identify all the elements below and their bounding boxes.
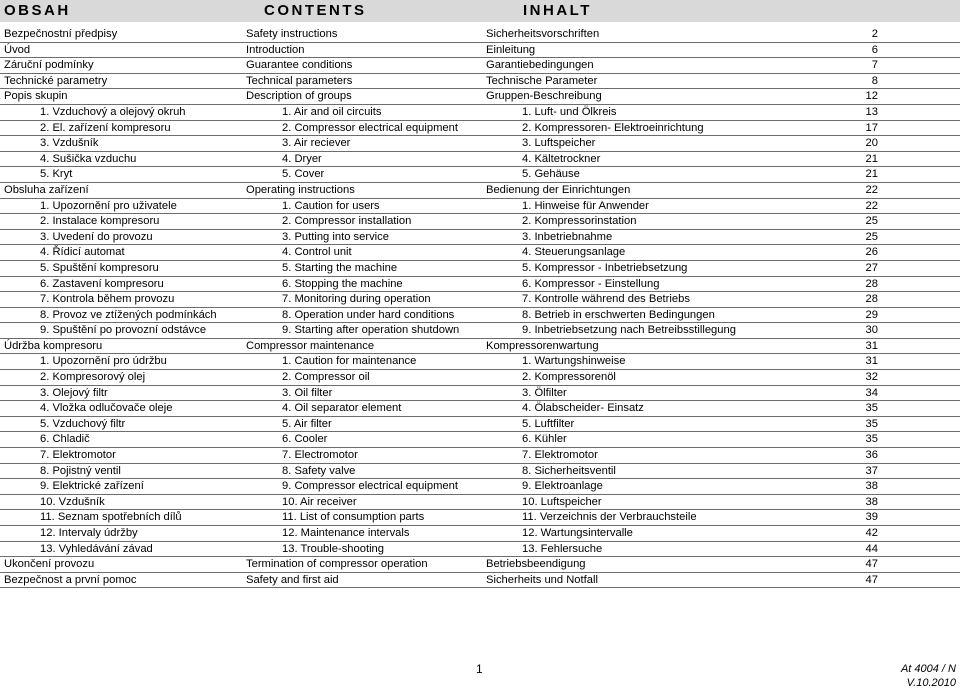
entry-german: 4. Kältetrockner xyxy=(522,152,601,165)
entry-czech: 4. Vložka odlučovače oleje xyxy=(40,402,173,415)
toc-subentry-row[interactable] xyxy=(0,199,960,215)
entry-english: Guarantee conditions xyxy=(246,59,353,72)
entry-page-number: 29 xyxy=(865,308,878,321)
doc-code: At 4004 / N xyxy=(900,663,956,675)
entry-czech: 3. Uvedení do provozu xyxy=(40,230,153,243)
entry-page-number: 27 xyxy=(865,261,878,274)
entry-english: Operating instructions xyxy=(246,183,355,196)
toc-subentry-row[interactable] xyxy=(0,292,960,308)
entry-german: Technische Parameter xyxy=(486,74,598,87)
entry-page-number: 13 xyxy=(865,105,878,118)
entry-czech: 1. Upozornění pro údržbu xyxy=(40,355,167,368)
toc-subentry-row[interactable] xyxy=(0,432,960,448)
entry-english: Safety and first aid xyxy=(246,573,339,586)
entry-german: Sicherheits und Notfall xyxy=(486,573,598,586)
entry-english: 1. Air and oil circuits xyxy=(282,105,382,118)
entry-german: Garantiebedingungen xyxy=(486,59,594,72)
entry-english: 11. List of consumption parts xyxy=(282,511,425,524)
header-german: INHALT xyxy=(523,2,592,19)
entry-english: 4. Oil separator element xyxy=(282,402,402,415)
entry-czech: 5. Spuštění kompresoru xyxy=(40,261,159,274)
entry-english: Safety instructions xyxy=(246,28,338,40)
entry-german: 6. Kompressor - Einstellung xyxy=(522,277,660,290)
contents-header-bar xyxy=(0,0,960,22)
entry-english: 5. Air filter xyxy=(282,417,332,430)
entry-page-number: 39 xyxy=(865,511,878,524)
entry-page-number: 31 xyxy=(865,355,878,368)
toc-subentry-row[interactable] xyxy=(0,323,960,339)
toc-subentry-row[interactable] xyxy=(0,230,960,246)
entry-german: 3. Luftspeicher xyxy=(522,137,596,150)
header-czech: OBSAH xyxy=(4,2,71,19)
entry-page-number: 36 xyxy=(865,449,878,462)
toc-section-row[interactable] xyxy=(0,58,960,74)
entry-czech: 7. Kontrola během provozu xyxy=(40,293,175,306)
entry-german: Einleitung xyxy=(486,43,536,56)
toc-subentry-row[interactable] xyxy=(0,277,960,293)
entry-czech: 9. Spuštění po provozní odstávce xyxy=(40,324,207,337)
toc-subentry-row[interactable] xyxy=(0,386,960,402)
entry-page-number: 21 xyxy=(865,168,878,181)
entry-czech: 8. Pojistný ventil xyxy=(40,464,121,477)
entry-english: 2. Compressor oil xyxy=(282,371,370,384)
entry-czech: 12. Intervaly údržby xyxy=(40,527,138,539)
toc-subentry-row[interactable] xyxy=(0,121,960,137)
entry-german: Bedienung der Einrichtungen xyxy=(486,183,631,196)
toc-subentry-row[interactable] xyxy=(0,448,960,464)
entry-german: 2. Kompressorenöl xyxy=(522,371,616,384)
entry-german: 10. Luftspeicher xyxy=(522,495,602,508)
entry-page-number: 26 xyxy=(865,246,878,259)
entry-czech: 11. Seznam spotřebních dílů xyxy=(40,511,182,524)
header-english: CONTENTS xyxy=(264,2,367,19)
toc-subentry-row[interactable] xyxy=(0,214,960,230)
entry-czech: 13. Vyhledávání závad xyxy=(40,542,153,555)
entry-page-number: 47 xyxy=(865,573,878,586)
toc-subentry-row[interactable] xyxy=(0,261,960,277)
entry-english: 1. Caution for maintenance xyxy=(282,355,417,368)
entry-english: 5. Cover xyxy=(282,168,325,181)
toc-section-row[interactable] xyxy=(0,573,960,589)
entry-german: 2. Kompressoren- Elektroeinrichtung xyxy=(522,121,704,134)
entry-english: 12. Maintenance intervals xyxy=(282,527,410,539)
entry-english: 8. Safety valve xyxy=(282,464,356,477)
entry-page-number: 22 xyxy=(865,199,878,212)
toc-subentry-row[interactable] xyxy=(0,308,960,324)
entry-german: 9. Elektroanlage xyxy=(522,480,603,493)
entry-german: 1. Hinweise für Anwender xyxy=(522,199,649,212)
entry-page-number: 31 xyxy=(865,339,878,352)
entry-czech: 2. Kompresorový olej xyxy=(40,371,146,384)
toc-subentry-row[interactable] xyxy=(0,526,960,542)
toc-subentry-row[interactable] xyxy=(0,401,960,417)
entry-german: 3. Inbetriebnahme xyxy=(522,230,613,243)
entry-english: Technical parameters xyxy=(246,74,353,87)
entry-german: 9. Inbetriebsetzung nach Betreibsstillegung xyxy=(522,324,736,337)
entry-page-number: 34 xyxy=(865,386,878,399)
entry-czech: 2. Instalace kompresoru xyxy=(40,215,160,228)
entry-czech: Popis skupin xyxy=(4,90,68,103)
toc-subentry-row[interactable] xyxy=(0,417,960,433)
toc-subentry-row[interactable] xyxy=(0,370,960,386)
entry-german: 2. Kompressorinstation xyxy=(522,215,637,228)
entry-german: Betriebsbeendigung xyxy=(486,558,586,571)
entry-english: 2. Compressor installation xyxy=(282,215,412,228)
entry-czech: 10. Vzdušník xyxy=(40,495,105,508)
entry-page-number: 22 xyxy=(865,183,878,196)
entry-czech: 4. Řídicí automat xyxy=(40,246,125,259)
entry-english: 6. Cooler xyxy=(282,433,328,446)
toc-subentry-row[interactable] xyxy=(0,136,960,152)
entry-page-number: 21 xyxy=(865,152,878,165)
toc-section-row[interactable] xyxy=(0,557,960,573)
entry-english: 4. Dryer xyxy=(282,152,322,165)
entry-czech: 7. Elektromotor xyxy=(40,449,116,462)
entry-czech: 1. Vzduchový a olejový okruh xyxy=(40,105,186,118)
entry-czech: 3. Vzdušník xyxy=(40,137,99,150)
entry-english: 5. Starting the machine xyxy=(282,261,398,274)
entry-page-number: 7 xyxy=(871,59,878,72)
entry-english: Compressor maintenance xyxy=(246,339,375,352)
toc-subentry-row[interactable] xyxy=(0,105,960,121)
entry-english: Description of groups xyxy=(246,90,352,103)
entry-english: 8. Operation under hard conditions xyxy=(282,308,455,321)
toc-section-row[interactable] xyxy=(0,43,960,59)
toc-subentry-row[interactable] xyxy=(0,479,960,495)
entry-english: 4. Control unit xyxy=(282,246,352,259)
entry-german: 3. Ölfilter xyxy=(522,386,567,399)
entry-czech: Ukončení provozu xyxy=(4,558,95,571)
entry-czech: Bezpečnostní předpisy xyxy=(4,28,118,40)
entry-english: 10. Air receiver xyxy=(282,495,357,508)
entry-page-number: 35 xyxy=(865,402,878,415)
entry-page-number: 6 xyxy=(871,43,878,56)
entry-german: Kompressorenwartung xyxy=(486,339,599,352)
entry-english: Introduction xyxy=(246,43,305,56)
toc-subentry-row[interactable] xyxy=(0,167,960,183)
entry-german: 5. Gehäuse xyxy=(522,168,580,181)
doc-version: V.10.2010 xyxy=(906,677,956,689)
entry-german: Gruppen-Beschreibung xyxy=(486,90,602,103)
entry-page-number: 28 xyxy=(865,277,878,290)
document-code xyxy=(901,662,956,690)
entry-page-number: 32 xyxy=(865,371,878,384)
entry-german: 5. Kompressor - Inbetriebsetzung xyxy=(522,261,688,274)
entry-german: 11. Verzeichnis der Verbrauchsteile xyxy=(522,511,697,524)
entry-czech: 2. El. zařízení kompresoru xyxy=(40,121,171,134)
entry-page-number: 38 xyxy=(865,495,878,508)
entry-german: 1. Luft- und Ölkreis xyxy=(522,105,617,118)
toc-subentry-row[interactable] xyxy=(0,354,960,370)
entry-czech: Technické parametry xyxy=(4,74,108,87)
toc-section-row[interactable] xyxy=(0,339,960,355)
entry-czech: 3. Olejový filtr xyxy=(40,386,108,399)
contents-table xyxy=(0,27,960,588)
entry-english: 2. Compressor electrical equipment xyxy=(282,121,458,134)
page-number: 1 xyxy=(476,662,483,676)
toc-subentry-row[interactable] xyxy=(0,510,960,526)
entry-german: 5. Luftfilter xyxy=(522,417,575,430)
entry-english: 3. Putting into service xyxy=(282,230,389,243)
entry-czech: 4. Sušička vzduchu xyxy=(40,152,137,165)
entry-german: 8. Betrieb in erschwerten Bedingungen xyxy=(522,308,715,321)
entry-english: 9. Starting after operation shutdown xyxy=(282,324,460,337)
entry-page-number: 35 xyxy=(865,433,878,446)
toc-section-row[interactable] xyxy=(0,183,960,199)
entry-german: 7. Elektromotor xyxy=(522,449,598,462)
entry-czech: 1. Upozornění pro uživatele xyxy=(40,199,177,212)
toc-subentry-row[interactable] xyxy=(0,464,960,480)
entry-german: 1. Wartungshinweise xyxy=(522,355,626,368)
toc-section-row[interactable] xyxy=(0,89,960,105)
entry-english: 3. Oil filter xyxy=(282,386,333,399)
toc-subentry-row[interactable] xyxy=(0,152,960,168)
entry-english: 9. Compressor electrical equipment xyxy=(282,480,458,493)
entry-page-number: 37 xyxy=(865,464,878,477)
entry-page-number: 25 xyxy=(865,215,878,228)
entry-english: 3. Air reciever xyxy=(282,137,351,150)
toc-section-row[interactable] xyxy=(0,74,960,90)
entry-page-number: 47 xyxy=(865,558,878,571)
entry-czech: 8. Provoz ve ztížených podmínkách xyxy=(40,308,217,321)
entry-english: 7. Monitoring during operation xyxy=(282,293,431,306)
entry-czech: 6. Chladič xyxy=(40,433,90,446)
entry-page-number: 25 xyxy=(865,230,878,243)
toc-subentry-row[interactable] xyxy=(0,542,960,558)
toc-subentry-row[interactable] xyxy=(0,495,960,511)
entry-czech: 9. Elektrické zařízení xyxy=(40,480,144,493)
entry-english: Termination of compressor operation xyxy=(246,558,428,571)
entry-page-number: 28 xyxy=(865,293,878,306)
entry-czech: 5. Kryt xyxy=(40,168,73,181)
entry-czech: Údržba kompresoru xyxy=(4,339,103,352)
entry-german: 12. Wartungsintervalle xyxy=(522,527,633,539)
entry-page-number: 38 xyxy=(865,480,878,493)
entry-page-number: 42 xyxy=(865,527,878,539)
entry-czech: Bezpečnost a první pomoc xyxy=(4,573,137,586)
entry-page-number: 35 xyxy=(865,417,878,430)
entry-page-number: 2 xyxy=(871,28,878,40)
entry-german: 4. Steuerungsanlage xyxy=(522,246,626,259)
toc-section-row[interactable] xyxy=(0,27,960,43)
toc-subentry-row[interactable] xyxy=(0,245,960,261)
entry-czech: Úvod xyxy=(4,43,31,56)
entry-german: 4. Ölabscheider- Einsatz xyxy=(522,402,644,415)
entry-german: Sicherheitsvorschriften xyxy=(486,28,600,40)
entry-german: 7. Kontrolle während des Betriebs xyxy=(522,293,690,306)
entry-czech: 5. Vzduchový filtr xyxy=(40,417,126,430)
entry-german: 8. Sicherheitsventil xyxy=(522,464,616,477)
entry-page-number: 44 xyxy=(865,542,878,555)
entry-page-number: 17 xyxy=(865,121,878,134)
entry-czech: 6. Zastavení kompresoru xyxy=(40,277,164,290)
entry-czech: Obsluha zařízení xyxy=(4,183,89,196)
entry-page-number: 8 xyxy=(871,74,878,87)
entry-german: 13. Fehlersuche xyxy=(522,542,603,555)
entry-english: 6. Stopping the machine xyxy=(282,277,403,290)
entry-page-number: 30 xyxy=(865,324,878,337)
entry-czech: Záruční podmínky xyxy=(4,59,94,72)
entry-german: 6. Kühler xyxy=(522,433,567,446)
entry-page-number: 12 xyxy=(865,90,878,103)
entry-english: 1. Caution for users xyxy=(282,199,380,212)
entry-english: 7. Electromotor xyxy=(282,449,358,462)
entry-page-number: 20 xyxy=(865,137,878,150)
entry-english: 13. Trouble-shooting xyxy=(282,542,384,555)
